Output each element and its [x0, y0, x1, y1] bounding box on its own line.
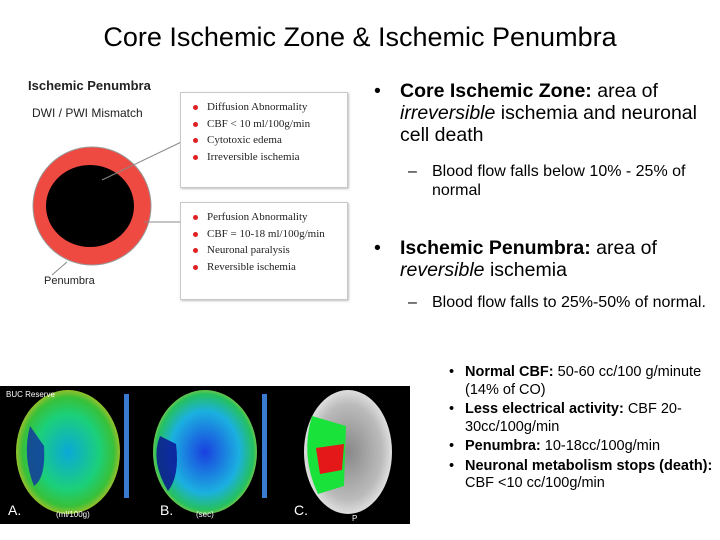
scan-label-c: C. [294, 502, 308, 518]
penumbra-subpoint: – Blood flow falls to 25%-50% of normal. [408, 294, 706, 311]
scan-unit-b: (sec) [196, 510, 214, 519]
penumbra-label: Penumbra [44, 275, 95, 287]
scan-marker: P [352, 514, 358, 523]
scan-unit-a: (ml/100g) [56, 510, 90, 519]
penumbra-diagram [22, 70, 362, 310]
note-item: • Neuronal metabolism stops (death): CBF <10 cc/100g/min [449, 457, 713, 491]
scan-c-red-region [316, 444, 344, 474]
bullet-dot [193, 215, 198, 220]
core-info-box [180, 92, 348, 188]
scan-header: BUC Reserve [6, 390, 55, 399]
core-inner-circle [46, 165, 134, 247]
penumbra-info-box [180, 202, 348, 300]
core-info-item: Irreversible ischemia [191, 149, 341, 166]
bullet-dot [193, 105, 198, 110]
core-zone-bullet: • Core Ischemic Zone: area of irreversible ischemia and neuronal cell death [374, 80, 697, 146]
bullet-dot [193, 138, 198, 143]
bullet-dot [193, 248, 198, 253]
penumbra-info-item: Neuronal paralysis [191, 242, 341, 259]
core-zone-label: Core Ischemic Zone: [400, 80, 592, 102]
cbf-notes [449, 364, 720, 495]
penumbra-bullet: • Ischemic Penumbra: area of reversible ischemia [374, 237, 657, 281]
brain-scan-panel [0, 386, 410, 524]
core-info-item: Cytotoxic edema [191, 132, 341, 149]
core-zone-subpoint: – Blood flow falls below 10% - 25% of normal [408, 163, 686, 199]
diagram-heading: Ischemic Penumbra [28, 78, 151, 93]
penumbra-info-item: CBF = 10-18 ml/100g/min [191, 226, 341, 243]
core-info-item: CBF < 10 ml/100g/min [191, 116, 341, 133]
note-item: • Normal CBF: 50-60 cc/100 g/minute (14% of CO) [449, 364, 702, 398]
slide-title: Core Ischemic Zone & Ischemic Penumbra [103, 22, 617, 52]
penumbra-pointer-line-2 [52, 262, 67, 275]
penumbra-info-item: Perfusion Abnormality [191, 209, 341, 226]
bullet-dot [193, 232, 198, 237]
scan-label-b: B. [160, 502, 174, 518]
bullet-dot [193, 155, 198, 160]
bullet-dot [193, 122, 198, 127]
scan-a-colorbar [124, 394, 129, 498]
penumbra-label-text: Ischemic Penumbra: [400, 237, 591, 259]
brain-scans-graphic [0, 386, 410, 524]
penumbra-info-item: Reversible ischemia [191, 259, 341, 276]
core-info-item: Diffusion Abnormality [191, 99, 341, 116]
bullet-dot [193, 265, 198, 270]
note-item: • Penumbra: 10-18cc/100g/min [449, 438, 661, 454]
note-item: • Less electrical activity: CBF 20-30cc/100g/min [449, 401, 682, 435]
diagram-subheading: DWI / PWI Mismatch [32, 106, 143, 120]
scan-label-a: A. [8, 502, 22, 518]
scan-b-colorbar [262, 394, 267, 498]
